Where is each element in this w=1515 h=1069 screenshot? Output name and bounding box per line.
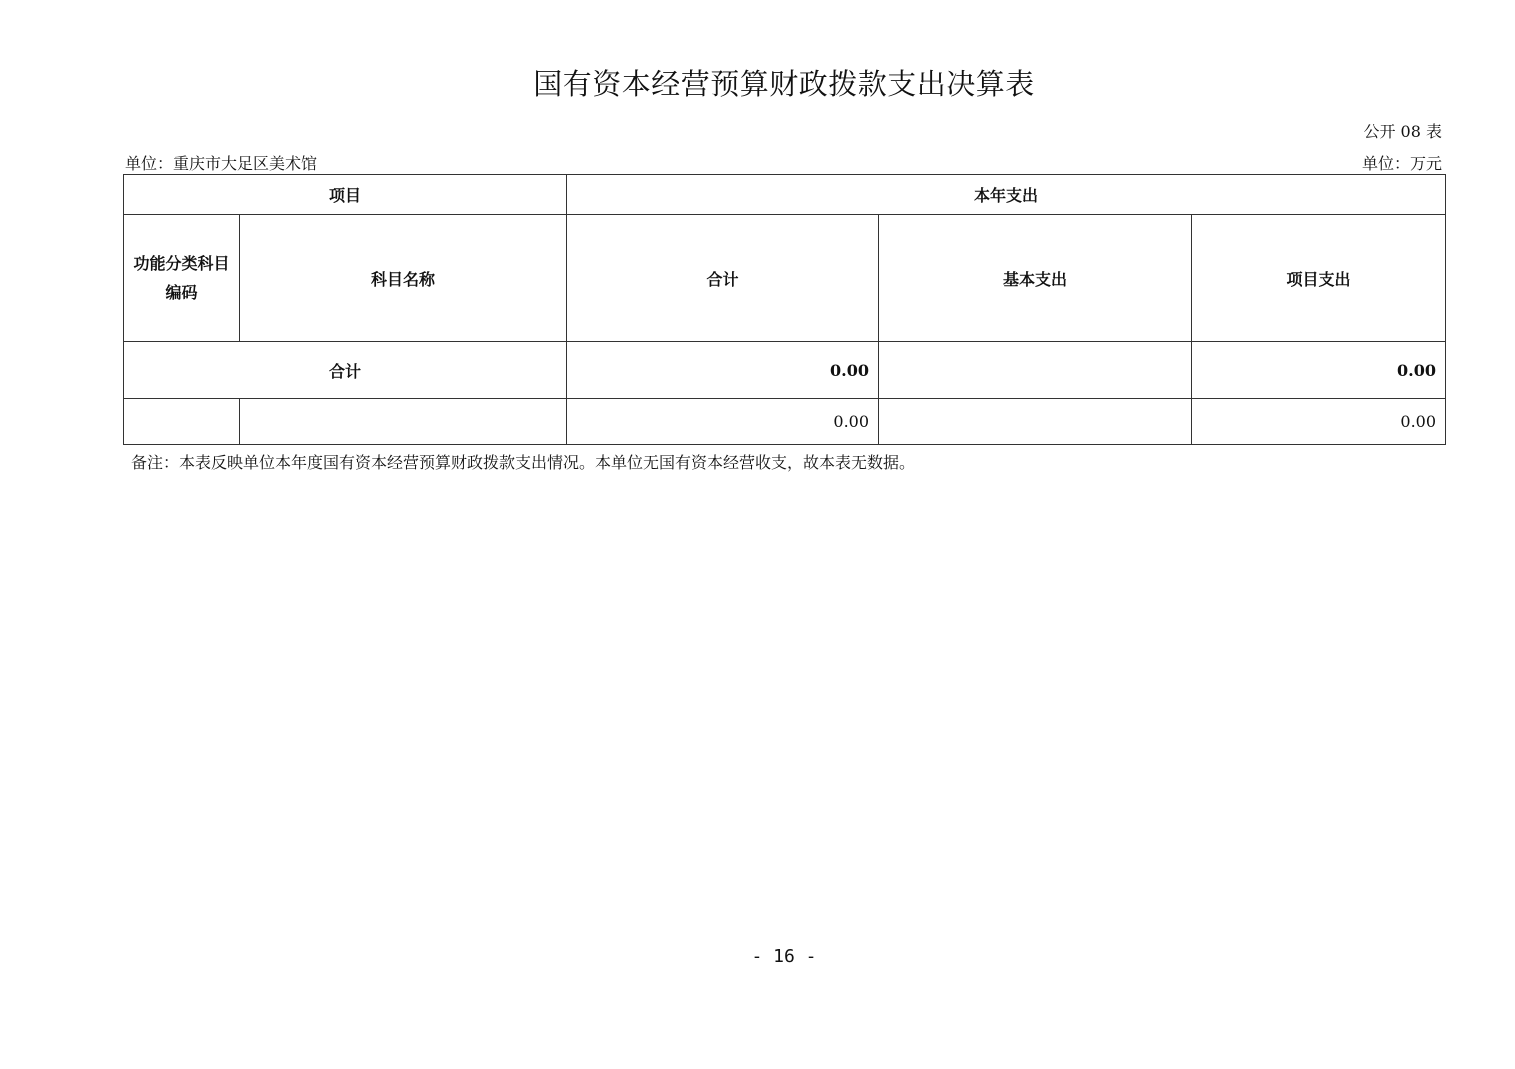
row-project-expense: 0.00 bbox=[1192, 399, 1446, 445]
header-project-expense: 项目支出 bbox=[1192, 215, 1446, 342]
total-row-basic-expense bbox=[879, 342, 1192, 399]
form-code: 公开 08 表 bbox=[1363, 122, 1442, 141]
header-current-year-expense: 本年支出 bbox=[567, 175, 1446, 215]
table-row bbox=[124, 399, 1446, 445]
header-total: 合计 bbox=[567, 215, 879, 342]
header-row-sub bbox=[124, 215, 1446, 342]
header-basic-expense: 基本支出 bbox=[879, 215, 1192, 342]
page-title: 国有资本经营预算财政拨款支出决算表 bbox=[533, 67, 1035, 101]
row-basic-expense bbox=[879, 399, 1192, 445]
row-subject-name bbox=[240, 399, 567, 445]
total-row-label: 合计 bbox=[124, 342, 567, 399]
currency-unit: 单位：万元 bbox=[1361, 154, 1442, 173]
header-subject-name: 科目名称 bbox=[240, 215, 567, 342]
footnote: 备注：本表反映单位本年度国有资本经营预算财政拨款支出情况。本单位无国有资本经营收支，故本表无数据。 bbox=[131, 453, 916, 472]
header-function-code: 功能分类科目编码 bbox=[124, 215, 240, 342]
row-function-code bbox=[124, 399, 240, 445]
total-row bbox=[124, 342, 1446, 399]
reporting-unit: 单位：重庆市大足区美术馆 bbox=[125, 154, 318, 173]
header-row-top bbox=[124, 175, 1446, 215]
page-number: - 16 - bbox=[751, 946, 817, 967]
expense-table bbox=[123, 174, 1446, 445]
total-row-total: 0.00 bbox=[567, 342, 879, 399]
total-row-project-expense: 0.00 bbox=[1192, 342, 1446, 399]
row-total: 0.00 bbox=[567, 399, 879, 445]
header-item: 项目 bbox=[124, 175, 567, 215]
